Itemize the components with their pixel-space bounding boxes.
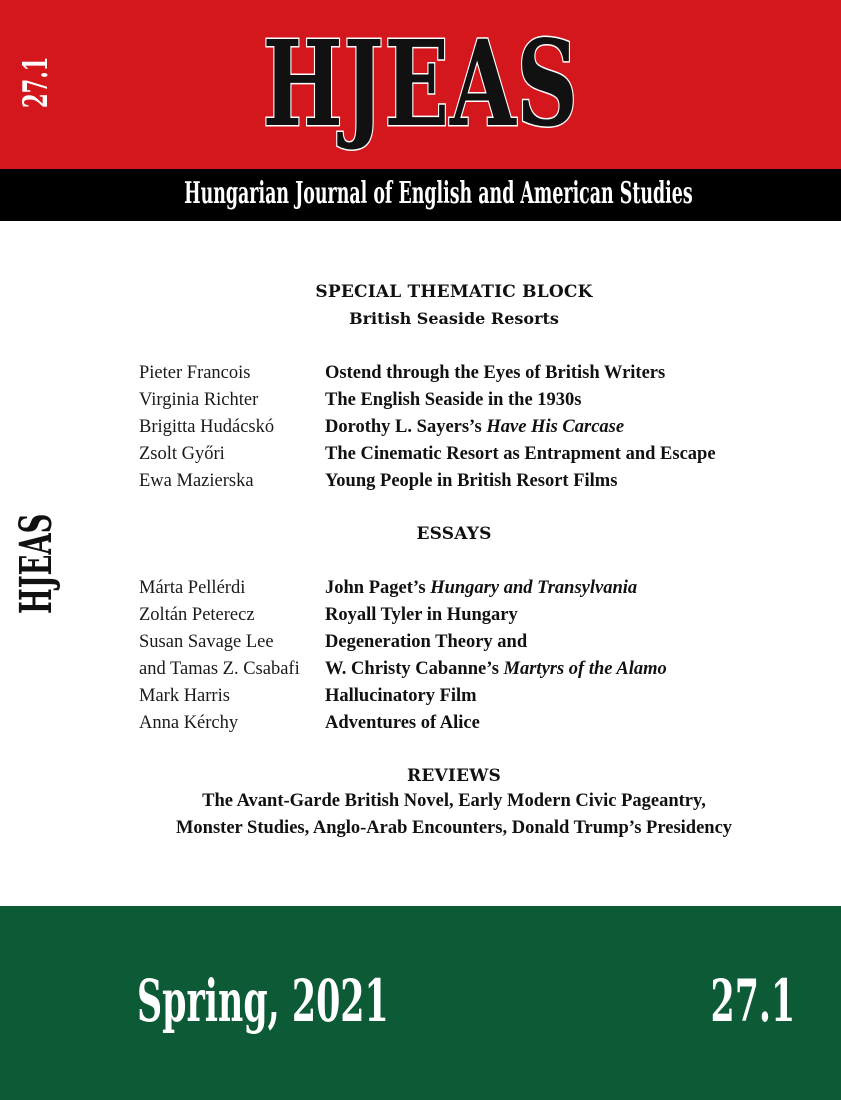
journal-subtitle-text: Hungarian Journal of English and American Studies xyxy=(184,176,693,211)
essays-list xyxy=(139,575,779,737)
toc-title: Ostend through the Eyes of British Writers xyxy=(325,363,666,383)
toc-author: Márta Pellérdi xyxy=(139,578,246,598)
issue-number-bottom-text: 27.1 xyxy=(710,967,795,1035)
toc-entry xyxy=(139,602,779,629)
issue-number-vertical-text: 27.1 xyxy=(16,56,56,108)
toc-title: The Cinematic Resort as Entrapment and Escape xyxy=(325,444,716,464)
toc-author: Ewa Mazierska xyxy=(139,471,254,491)
toc-entry xyxy=(139,683,779,710)
essays-heading: ESSAYS xyxy=(416,524,492,544)
toc-title-text: John Paget’s xyxy=(325,578,431,598)
toc-author: and Tamas Z. Csabafi xyxy=(139,659,300,679)
toc-entry xyxy=(139,710,779,737)
toc-title: Hallucinatory Film xyxy=(325,686,477,706)
side-title-text: HJEAS xyxy=(11,513,62,614)
issue-season-text: Spring, 2021 xyxy=(137,967,389,1035)
toc-author: Virginia Richter xyxy=(139,390,259,410)
toc-title xyxy=(325,414,624,441)
toc-author: Zoltán Peterecz xyxy=(139,605,255,625)
toc-title-text: W. Christy Cabanne’s xyxy=(325,659,504,679)
toc-title-italic: Martyrs of the Alamo xyxy=(503,659,667,679)
toc-title-text: Dorothy L. Sayers’s xyxy=(325,417,487,437)
journal-masthead: HJEAS xyxy=(262,14,579,153)
journal-subtitle xyxy=(0,172,841,216)
reviews-line-1: The Avant-Garde British Novel, Early Modern Civic Pageantry, xyxy=(202,791,706,811)
toc-title-italic: Have His Carcase xyxy=(486,417,625,437)
toc-title: The English Seaside in the 1930s xyxy=(325,390,582,410)
toc-title: Young People in British Resort Films xyxy=(325,471,618,491)
issue-season xyxy=(137,966,557,1036)
toc-title: Degeneration Theory and xyxy=(325,632,528,652)
toc-title: Royall Tyler in Hungary xyxy=(325,605,518,625)
toc-entry xyxy=(139,414,779,441)
issue-number-bottom xyxy=(654,966,795,1036)
toc-title xyxy=(325,656,667,683)
toc-author: Pieter Francois xyxy=(139,363,251,383)
toc-entry xyxy=(139,387,779,414)
toc-entry xyxy=(139,468,779,495)
toc-entry xyxy=(139,360,779,387)
toc-entry xyxy=(139,656,779,683)
toc-entry xyxy=(139,441,779,468)
toc-author: Anna Kérchy xyxy=(139,713,239,733)
issue-number-vertical xyxy=(16,25,56,108)
toc-title xyxy=(325,575,637,602)
special-block-heading: SPECIAL THEMATIC BLOCK xyxy=(315,282,593,302)
reviews-line-2: Monster Studies, Anglo-Arab Encounters, Donald Trump’s Presidency xyxy=(175,818,733,838)
toc-entry xyxy=(139,575,779,602)
toc-author: Zsolt Győri xyxy=(139,444,225,464)
special-block-subheading: British Seaside Resorts xyxy=(349,309,559,328)
toc-title-italic: Hungary and Transylvania xyxy=(430,578,638,598)
toc-author: Brigitta Hudácskó xyxy=(139,417,275,437)
toc-author: Susan Savage Lee xyxy=(139,632,274,652)
reviews-heading: REVIEWS xyxy=(407,766,501,786)
toc-entry xyxy=(139,629,779,656)
special-block-list xyxy=(139,360,779,495)
toc-title: Adventures of Alice xyxy=(325,713,480,733)
toc-author: Mark Harris xyxy=(139,686,230,706)
